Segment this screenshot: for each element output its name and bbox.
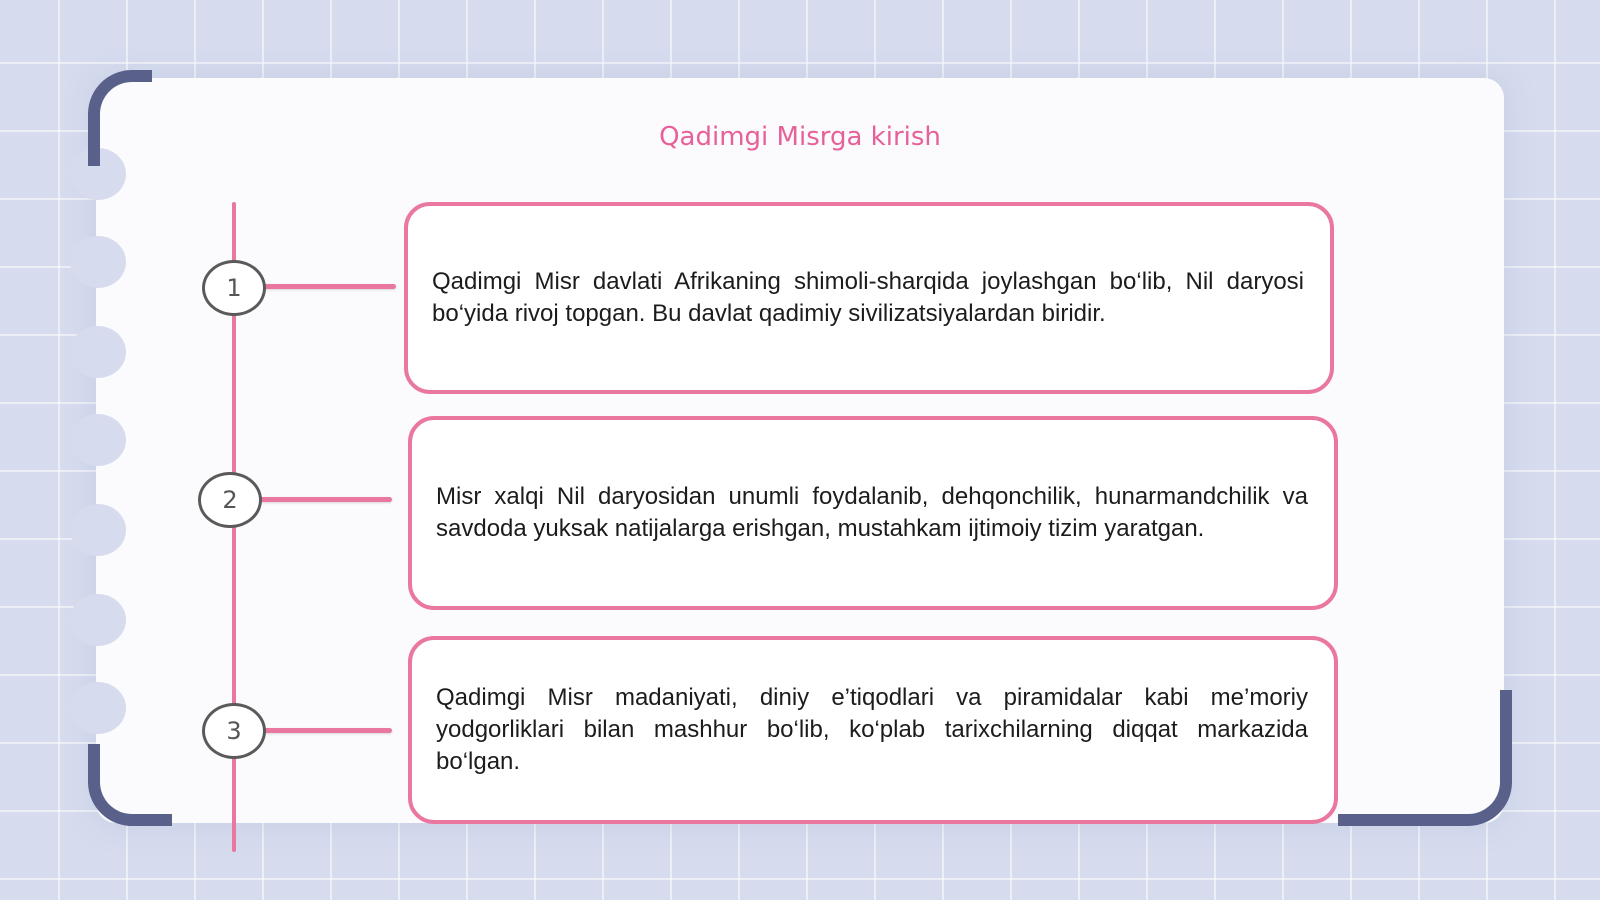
timeline-text-1: Qadimgi Misr davlati Afrikaning shimoli-sharqida joylashgan bo‘lib, Nil daryosi bo‘yida rivoj topgan. Bu davlat qadimiy sivilizatsiyalardan biridir. [432, 268, 1304, 327]
notebook-notch [70, 682, 126, 734]
timeline-number-3: 3 [202, 703, 266, 759]
timeline-connector [262, 284, 396, 289]
timeline-card-3 [408, 636, 1338, 824]
notebook-notch [70, 504, 126, 556]
corner-bracket-bottom-left [88, 744, 172, 826]
timeline-card-2 [408, 416, 1338, 610]
notebook-notch [70, 236, 126, 288]
timeline-text-2: Misr xalqi Nil daryosidan unumli foydalanib, dehqonchilik, hunarmandchilik va savdoda yuksak natijalarga erishgan, mustahkam ijtimoiy tizim yaratgan. [436, 483, 1308, 542]
timeline-card-1 [404, 202, 1334, 394]
notebook-notch [70, 414, 126, 466]
timeline-connector [262, 728, 392, 733]
timeline-number-2: 2 [198, 472, 262, 528]
notebook-notch [70, 594, 126, 646]
slide-title: Qadimgi Misrga kirish [659, 122, 941, 152]
notebook-notch [70, 326, 126, 378]
corner-bracket-bottom-right [1338, 690, 1512, 826]
timeline-connector [258, 497, 392, 502]
timeline-number-1: 1 [202, 260, 266, 316]
timeline-text-3: Qadimgi Misr madaniyati, diniy e’tiqodlari va piramidalar kabi me’moriy yodgorliklari bilan mashhur bo‘lib, ko‘plab tarixchilarning diqqat markazida bo‘lgan. [436, 684, 1308, 775]
